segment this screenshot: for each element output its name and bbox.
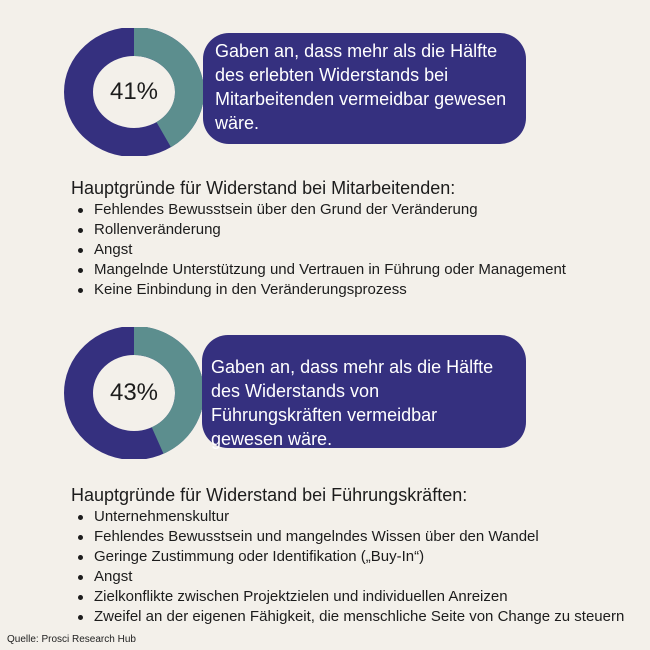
stat-callout-managers [202, 335, 526, 448]
source-note: Quelle: Prosci Research Hub [7, 634, 136, 645]
reasons-list-managers [71, 507, 624, 627]
reason-item: Mangelnde Unterstützung und Vertrauen in Führung oder Management [71, 260, 566, 280]
donut-percent-label: 41% [109, 78, 159, 105]
reason-item: Fehlendes Bewusstsein über den Grund der Veränderung [71, 200, 566, 220]
reasons-list-employees [71, 200, 566, 300]
reason-item: Zielkonflikte zwischen Projektzielen und individuellen Anreizen [71, 587, 624, 607]
stat-callout-employees [203, 33, 526, 144]
stat-callout-text: Gaben an, dass mehr als die Hälfte des erlebten Widerstands bei Mitarbeitenden vermeidbar gewesen wäre. [215, 41, 507, 133]
reason-item: Rollenveränderung [71, 220, 566, 240]
reason-item: Fehlendes Bewusstsein und mangelndes Wissen über den Wandel [71, 527, 624, 547]
reason-item: Keine Einbindung in den Veränderungsprozess [71, 280, 566, 300]
section-heading-employees: Hauptgründe für Widerstand bei Mitarbeitenden: [71, 178, 456, 198]
reason-item: Angst [71, 567, 624, 587]
section-heading-managers: Hauptgründe für Widerstand bei Führungskräften: [71, 485, 468, 505]
reason-item: Unternehmenskultur [71, 507, 624, 527]
donut-chart-employees [64, 28, 204, 156]
reason-item: Geringe Zustimmung oder Identifikation („Buy-In“) [71, 547, 624, 567]
stat-callout-text: Gaben an, dass mehr als die Hälfte des Widerstands von Führungskräften vermeidbar gewesen wäre. [211, 357, 494, 449]
reasons-managers [71, 483, 624, 627]
donut-chart-managers [64, 327, 204, 459]
reason-item: Angst [71, 240, 566, 260]
reasons-employees [71, 176, 566, 300]
reason-item: Zweifel an der eigenen Fähigkeit, die menschliche Seite von Change zu steuern [71, 607, 624, 627]
donut-percent-label: 43% [109, 379, 159, 406]
